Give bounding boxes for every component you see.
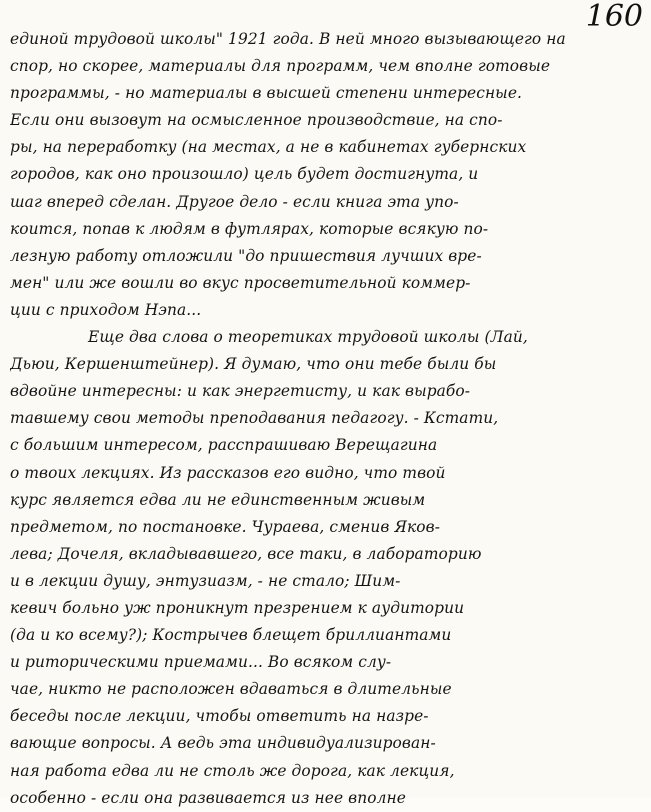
text-line: вдвойне интересны: и как энергетисту, и как вырабо- [10, 382, 471, 401]
text-line: Еще два слова о теоретиках трудовой школы (Лай, [88, 328, 528, 347]
text-line: особенно - если она развивается из нее вполне [10, 788, 406, 807]
text-line: лева; Дочеля, вкладывавшего, все таки, в лабораторию [10, 544, 482, 563]
text-line: чае, никто не расположен вдаваться в длительные [10, 680, 452, 699]
text-line: Если они вызовут на осмысленное производствие, на спо- [10, 111, 503, 130]
text-line: единой трудовой школы" 1921 года. В ней много вызывающего на [10, 30, 566, 48]
text-line: коится, попав к людям в футлярах, которые всякую по- [10, 219, 489, 238]
text-line: лезную работу отложили "до пришествия лучших вре- [10, 246, 482, 265]
text-line: тавшему свои методы преподавания педагогу. - Кстати, [10, 409, 499, 428]
text-line: городов, как оно произошло) цель будет достигнута, и [10, 165, 479, 184]
text-line: шаг вперед сделан. Другое дело - если книга эта упо- [10, 192, 459, 211]
handwritten-text-block [10, 26, 644, 812]
text-line: вающие вопросы. А ведь эта индивидуализирован- [10, 734, 436, 753]
text-line: мен" или же вошли во вкус просветительной коммер- [10, 273, 471, 292]
text-line: о твоих лекциях. Из рассказов его видно, что твой [10, 463, 446, 482]
text-line: предметом, по постановке. Чураева, сменив Яков- [10, 517, 440, 536]
text-line: спор, но скорее, материалы для программ, чем вполне готовые [10, 57, 551, 76]
text-line: и в лекции душу, энтузиазм, - не стало; Шим- [10, 571, 401, 590]
text-line: ры, на переработку (на местах, а не в кабинетах губернских [10, 138, 527, 157]
page-number: 160 [585, 0, 643, 34]
text-line: кевич больно уж проникнут презрением к аудитории [10, 598, 465, 617]
text-line: беседы после лекции, чтобы ответить на назре- [10, 707, 429, 726]
text-line: программы, - но материалы в высшей степени интересные. [10, 84, 523, 103]
text-line: (да и ко всему?); Кострычев блещет бриллиантами [10, 626, 452, 645]
text-line: ции с приходом Нэпа... [10, 300, 202, 319]
text-line: ная работа едва ли не столь же дорога, как лекция, [10, 761, 455, 780]
text-line: с большим интересом, расспрашиваю Верещагина [10, 436, 438, 455]
text-line: Дьюи, Кершенштейнер). Я думаю, что они тебе были бы [10, 355, 497, 374]
text-line: и риторическими приемами... Во всяком слу- [10, 653, 392, 672]
text-line: курс является едва ли не единственным живым [10, 490, 426, 509]
